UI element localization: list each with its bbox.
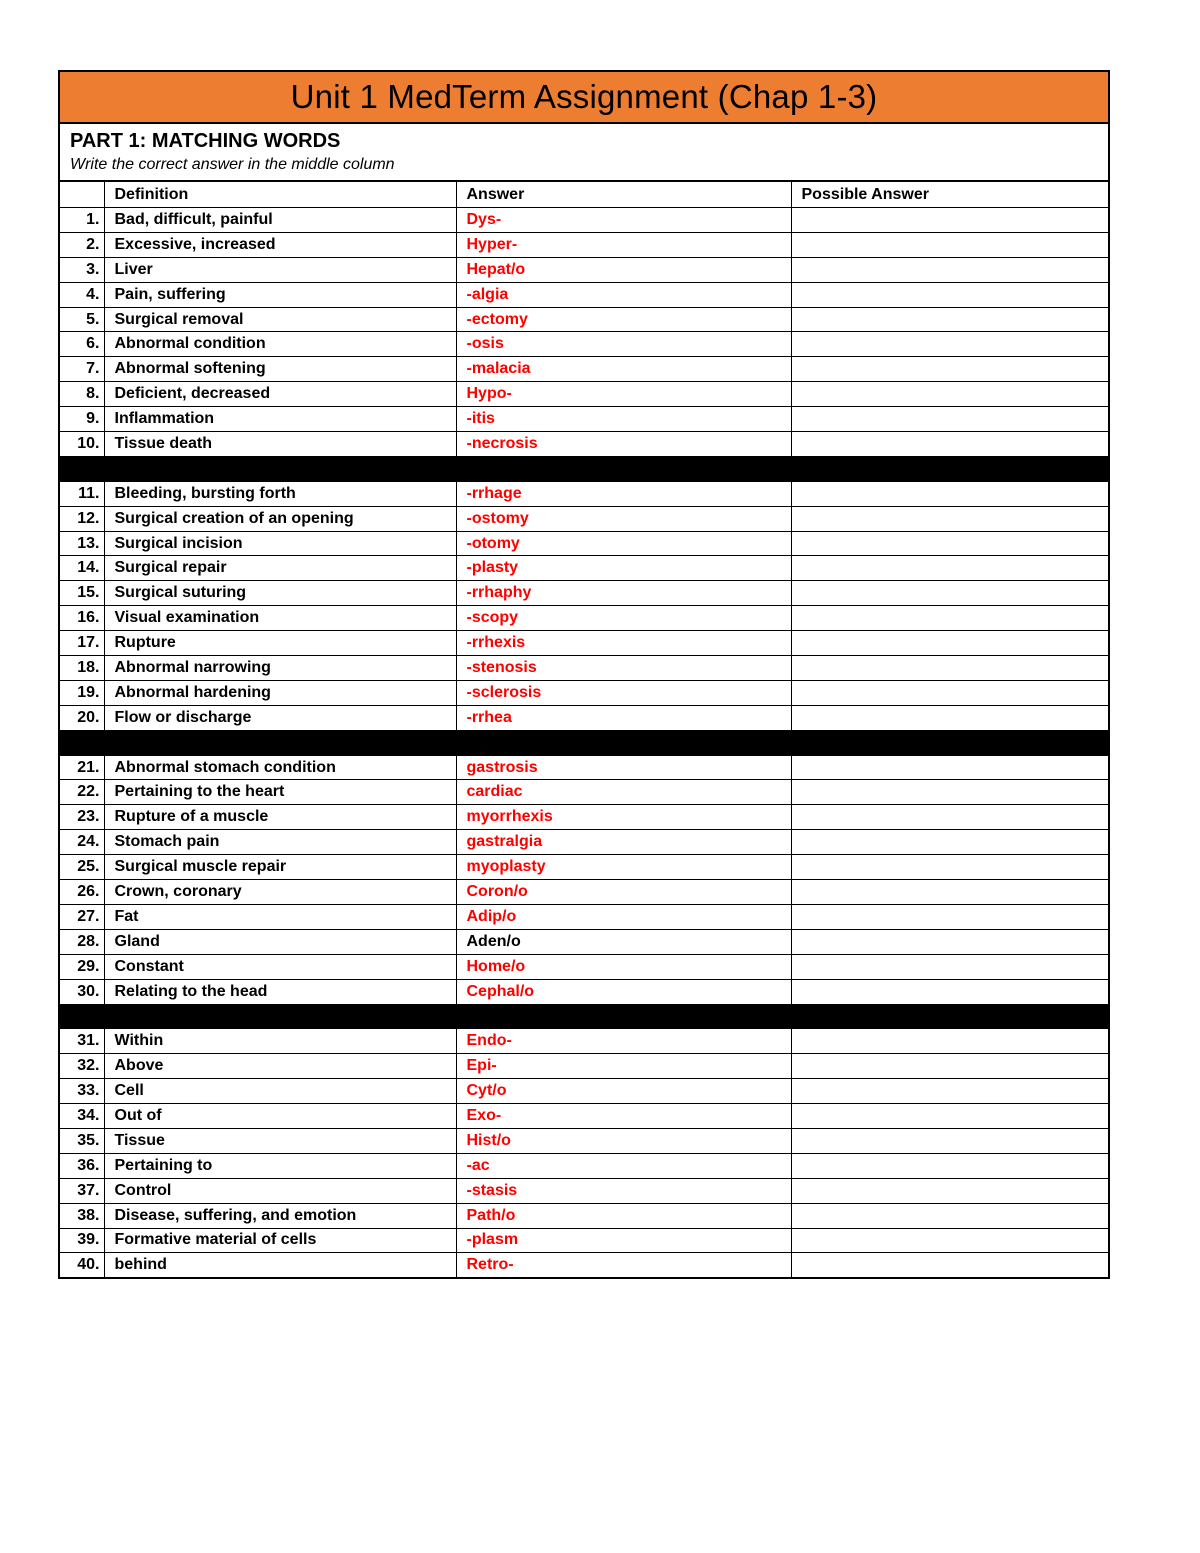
- table-row: [60, 1153, 1108, 1178]
- separator-bar: [60, 730, 1108, 755]
- row-number: 39.: [60, 1228, 104, 1253]
- answer-cell[interactable]: -ostomy: [456, 506, 791, 531]
- answer-cell[interactable]: Hepat/o: [456, 257, 791, 282]
- definition-cell: Tissue death: [104, 432, 456, 457]
- answer-cell[interactable]: Hyper-: [456, 232, 791, 257]
- possible-answer-cell[interactable]: [791, 1203, 1108, 1228]
- separator-bar: [60, 1004, 1108, 1029]
- definition-cell: Pertaining to: [104, 1153, 456, 1178]
- answer-cell[interactable]: -itis: [456, 407, 791, 432]
- table-row: [60, 1054, 1108, 1079]
- row-number: 20.: [60, 705, 104, 730]
- row-number: 38.: [60, 1203, 104, 1228]
- table-row: [60, 805, 1108, 830]
- row-number: 37.: [60, 1178, 104, 1203]
- answer-cell[interactable]: -sclerosis: [456, 680, 791, 705]
- possible-answer-cell[interactable]: [791, 581, 1108, 606]
- table-row: [60, 432, 1108, 457]
- answer-cell[interactable]: -rrhaphy: [456, 581, 791, 606]
- section-separator: [60, 730, 1108, 755]
- possible-answer-cell[interactable]: [791, 208, 1108, 233]
- row-number: 24.: [60, 830, 104, 855]
- possible-answer-cell[interactable]: [791, 1253, 1108, 1277]
- row-number: 27.: [60, 904, 104, 929]
- possible-answer-cell[interactable]: [791, 506, 1108, 531]
- row-number: 15.: [60, 581, 104, 606]
- table-row: [60, 1228, 1108, 1253]
- possible-answer-cell[interactable]: [791, 855, 1108, 880]
- table-header-row: [60, 182, 1108, 208]
- table-row: [60, 606, 1108, 631]
- definition-cell: Relating to the head: [104, 979, 456, 1004]
- possible-answer-header: Possible Answer: [791, 182, 1108, 208]
- answer-cell[interactable]: myorrhexis: [456, 805, 791, 830]
- answer-cell[interactable]: Coron/o: [456, 880, 791, 905]
- answer-cell[interactable]: Exo-: [456, 1104, 791, 1129]
- possible-answer-cell[interactable]: [791, 1079, 1108, 1104]
- part-title: PART 1: MATCHING WORDS: [70, 130, 341, 152]
- table-row: [60, 631, 1108, 656]
- answer-cell[interactable]: -stenosis: [456, 656, 791, 681]
- possible-answer-cell[interactable]: [791, 805, 1108, 830]
- row-number: 32.: [60, 1054, 104, 1079]
- separator-bar: [60, 456, 1108, 481]
- possible-answer-cell[interactable]: [791, 481, 1108, 506]
- row-number: 33.: [60, 1079, 104, 1104]
- row-number: 3.: [60, 257, 104, 282]
- answer-cell[interactable]: Aden/o: [456, 929, 791, 954]
- table-row: [60, 656, 1108, 681]
- possible-answer-cell[interactable]: [791, 780, 1108, 805]
- table-row: [60, 531, 1108, 556]
- possible-answer-cell[interactable]: [791, 407, 1108, 432]
- definition-cell: Formative material of cells: [104, 1228, 456, 1253]
- definition-cell: Rupture of a muscle: [104, 805, 456, 830]
- row-number: 16.: [60, 606, 104, 631]
- table-row: [60, 257, 1108, 282]
- definition-cell: Surgical repair: [104, 556, 456, 581]
- row-number: 4.: [60, 282, 104, 307]
- part-instruction: Write the correct answer in the middle column: [70, 156, 395, 173]
- definition-cell: Surgical suturing: [104, 581, 456, 606]
- row-number: 11.: [60, 481, 104, 506]
- definition-cell: Abnormal stomach condition: [104, 755, 456, 780]
- definition-cell: Within: [104, 1029, 456, 1054]
- table-row: [60, 556, 1108, 581]
- num-header: [60, 182, 104, 208]
- table-row: [60, 929, 1108, 954]
- table-row: [60, 880, 1108, 905]
- answer-cell[interactable]: Dys-: [456, 208, 791, 233]
- answer-cell[interactable]: -plasm: [456, 1228, 791, 1253]
- definition-cell: Liver: [104, 257, 456, 282]
- table-row: [60, 680, 1108, 705]
- possible-answer-cell[interactable]: [791, 606, 1108, 631]
- table-row: [60, 755, 1108, 780]
- answer-cell[interactable]: -algia: [456, 282, 791, 307]
- possible-answer-cell[interactable]: [791, 1153, 1108, 1178]
- page-title: Unit 1 MedTerm Assignment (Chap 1-3): [60, 72, 1108, 124]
- possible-answer-cell[interactable]: [791, 830, 1108, 855]
- row-number: 26.: [60, 880, 104, 905]
- definition-cell: Surgical removal: [104, 307, 456, 332]
- definition-cell: Excessive, increased: [104, 232, 456, 257]
- matching-table: [60, 182, 1108, 1277]
- section-separator: [60, 456, 1108, 481]
- possible-answer-cell[interactable]: [791, 954, 1108, 979]
- answer-cell[interactable]: -otomy: [456, 531, 791, 556]
- definition-header: Definition: [104, 182, 456, 208]
- table-row: [60, 382, 1108, 407]
- possible-answer-cell[interactable]: [791, 232, 1108, 257]
- answer-cell[interactable]: Adip/o: [456, 904, 791, 929]
- answer-cell[interactable]: Epi-: [456, 1054, 791, 1079]
- answer-cell[interactable]: -stasis: [456, 1178, 791, 1203]
- possible-answer-cell[interactable]: [791, 680, 1108, 705]
- section-separator: [60, 1004, 1108, 1029]
- definition-cell: Flow or discharge: [104, 705, 456, 730]
- answer-cell[interactable]: -scopy: [456, 606, 791, 631]
- row-number: 10.: [60, 432, 104, 457]
- definition-cell: Abnormal narrowing: [104, 656, 456, 681]
- row-number: 17.: [60, 631, 104, 656]
- table-row: [60, 1203, 1108, 1228]
- definition-cell: Deficient, decreased: [104, 382, 456, 407]
- possible-answer-cell[interactable]: [791, 282, 1108, 307]
- definition-cell: Fat: [104, 904, 456, 929]
- possible-answer-cell[interactable]: [791, 1178, 1108, 1203]
- definition-cell: Bad, difficult, painful: [104, 208, 456, 233]
- row-number: 30.: [60, 979, 104, 1004]
- possible-answer-cell[interactable]: [791, 929, 1108, 954]
- table-row: [60, 1128, 1108, 1153]
- table-row: [60, 1253, 1108, 1277]
- possible-answer-cell[interactable]: [791, 382, 1108, 407]
- table-row: [60, 481, 1108, 506]
- possible-answer-cell[interactable]: [791, 307, 1108, 332]
- definition-cell: Pertaining to the heart: [104, 780, 456, 805]
- table-row: [60, 780, 1108, 805]
- possible-answer-cell[interactable]: [791, 631, 1108, 656]
- definition-cell: Out of: [104, 1104, 456, 1129]
- definition-cell: Inflammation: [104, 407, 456, 432]
- possible-answer-cell[interactable]: [791, 257, 1108, 282]
- row-number: 34.: [60, 1104, 104, 1129]
- answer-cell[interactable]: Endo-: [456, 1029, 791, 1054]
- definition-cell: Surgical creation of an opening: [104, 506, 456, 531]
- possible-answer-cell[interactable]: [791, 531, 1108, 556]
- table-row: [60, 506, 1108, 531]
- table-row: [60, 1079, 1108, 1104]
- possible-answer-cell[interactable]: [791, 432, 1108, 457]
- definition-cell: Surgical muscle repair: [104, 855, 456, 880]
- definition-cell: Rupture: [104, 631, 456, 656]
- table-row: [60, 332, 1108, 357]
- answer-cell[interactable]: Cyt/o: [456, 1079, 791, 1104]
- row-number: 9.: [60, 407, 104, 432]
- possible-answer-cell[interactable]: [791, 904, 1108, 929]
- table-row: [60, 1029, 1108, 1054]
- answer-cell[interactable]: -plasty: [456, 556, 791, 581]
- row-number: 14.: [60, 556, 104, 581]
- row-number: 25.: [60, 855, 104, 880]
- row-number: 40.: [60, 1253, 104, 1277]
- part-header: [60, 124, 1108, 182]
- row-number: 22.: [60, 780, 104, 805]
- row-number: 23.: [60, 805, 104, 830]
- answer-cell[interactable]: -rrhexis: [456, 631, 791, 656]
- row-number: 21.: [60, 755, 104, 780]
- table-row: [60, 1178, 1108, 1203]
- definition-cell: Stomach pain: [104, 830, 456, 855]
- answer-cell[interactable]: myoplasty: [456, 855, 791, 880]
- definition-cell: Abnormal hardening: [104, 680, 456, 705]
- table-row: [60, 705, 1108, 730]
- definition-cell: Gland: [104, 929, 456, 954]
- row-number: 7.: [60, 357, 104, 382]
- row-number: 29.: [60, 954, 104, 979]
- table-row: [60, 307, 1108, 332]
- answer-header: Answer: [456, 182, 791, 208]
- table-row: [60, 979, 1108, 1004]
- row-number: 5.: [60, 307, 104, 332]
- answer-cell[interactable]: -ectomy: [456, 307, 791, 332]
- table-row: [60, 1104, 1108, 1129]
- definition-cell: Bleeding, bursting forth: [104, 481, 456, 506]
- row-number: 35.: [60, 1128, 104, 1153]
- possible-answer-cell[interactable]: [791, 656, 1108, 681]
- answer-cell[interactable]: Path/o: [456, 1203, 791, 1228]
- table-row: [60, 232, 1108, 257]
- answer-cell[interactable]: Home/o: [456, 954, 791, 979]
- table-row: [60, 830, 1108, 855]
- possible-answer-cell[interactable]: [791, 1128, 1108, 1153]
- possible-answer-cell[interactable]: [791, 1104, 1108, 1129]
- definition-cell: Disease, suffering, and emotion: [104, 1203, 456, 1228]
- answer-cell[interactable]: cardiac: [456, 780, 791, 805]
- possible-answer-cell[interactable]: [791, 705, 1108, 730]
- possible-answer-cell[interactable]: [791, 755, 1108, 780]
- possible-answer-cell[interactable]: [791, 1054, 1108, 1079]
- possible-answer-cell[interactable]: [791, 880, 1108, 905]
- possible-answer-cell[interactable]: [791, 556, 1108, 581]
- answer-cell[interactable]: -rrhage: [456, 481, 791, 506]
- answer-cell[interactable]: gastrosis: [456, 755, 791, 780]
- table-row: [60, 407, 1108, 432]
- answer-cell[interactable]: -necrosis: [456, 432, 791, 457]
- table-row: [60, 954, 1108, 979]
- answer-cell[interactable]: Cephal/o: [456, 979, 791, 1004]
- answer-cell[interactable]: -malacia: [456, 357, 791, 382]
- definition-cell: behind: [104, 1253, 456, 1277]
- possible-answer-cell[interactable]: [791, 1228, 1108, 1253]
- definition-cell: Crown, coronary: [104, 880, 456, 905]
- definition-cell: Abnormal condition: [104, 332, 456, 357]
- row-number: 6.: [60, 332, 104, 357]
- row-number: 13.: [60, 531, 104, 556]
- table-row: [60, 208, 1108, 233]
- definition-cell: Pain, suffering: [104, 282, 456, 307]
- answer-cell[interactable]: Hypo-: [456, 382, 791, 407]
- row-number: 12.: [60, 506, 104, 531]
- table-row: [60, 282, 1108, 307]
- definition-cell: Constant: [104, 954, 456, 979]
- worksheet: [58, 70, 1110, 1279]
- row-number: 19.: [60, 680, 104, 705]
- possible-answer-cell[interactable]: [791, 1029, 1108, 1054]
- answer-cell[interactable]: Hist/o: [456, 1128, 791, 1153]
- answer-cell[interactable]: -osis: [456, 332, 791, 357]
- table-row: [60, 904, 1108, 929]
- definition-cell: Surgical incision: [104, 531, 456, 556]
- row-number: 2.: [60, 232, 104, 257]
- definition-cell: Above: [104, 1054, 456, 1079]
- definition-cell: Visual examination: [104, 606, 456, 631]
- answer-cell[interactable]: -ac: [456, 1153, 791, 1178]
- row-number: 18.: [60, 656, 104, 681]
- row-number: 8.: [60, 382, 104, 407]
- row-number: 1.: [60, 208, 104, 233]
- row-number: 28.: [60, 929, 104, 954]
- table-row: [60, 357, 1108, 382]
- table-row: [60, 581, 1108, 606]
- row-number: 31.: [60, 1029, 104, 1054]
- possible-answer-cell[interactable]: [791, 979, 1108, 1004]
- possible-answer-cell[interactable]: [791, 332, 1108, 357]
- answer-cell[interactable]: -rrhea: [456, 705, 791, 730]
- definition-cell: Tissue: [104, 1128, 456, 1153]
- definition-cell: Control: [104, 1178, 456, 1203]
- table-row: [60, 855, 1108, 880]
- row-number: 36.: [60, 1153, 104, 1178]
- answer-cell[interactable]: Retro-: [456, 1253, 791, 1277]
- definition-cell: Cell: [104, 1079, 456, 1104]
- possible-answer-cell[interactable]: [791, 357, 1108, 382]
- definition-cell: Abnormal softening: [104, 357, 456, 382]
- answer-cell[interactable]: gastralgia: [456, 830, 791, 855]
